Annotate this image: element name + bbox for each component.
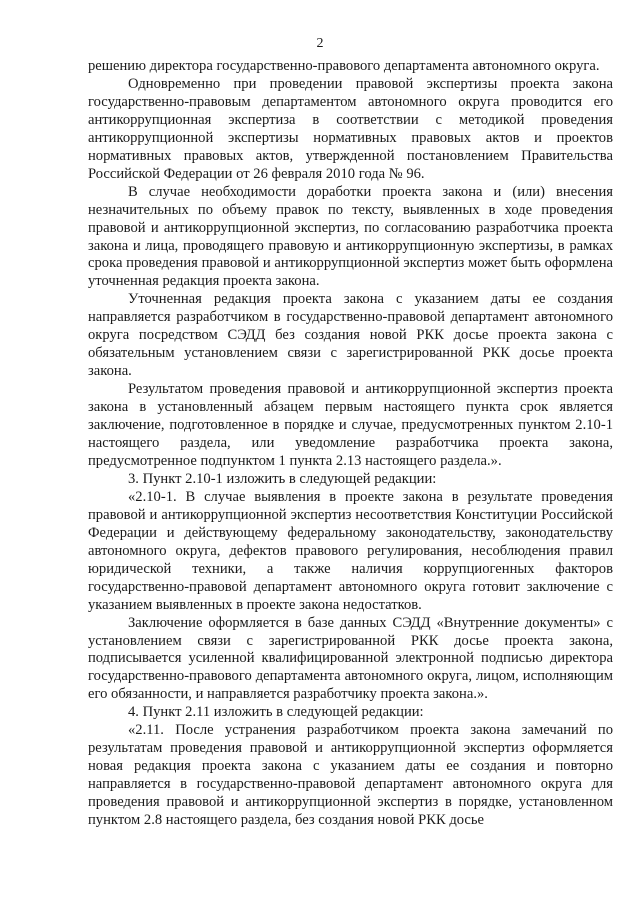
- paragraph-anticorruption-expertise: Одновременно при проведении правовой экспертизы проекта закона государственно-правовым департаментом автономного округа проводится его антикоррупционная экспертиза в соответствии с методикой проведения антикоррупционной экспертизы нормативных правовых актов и проектов нормативных правовых актов, утвержденной постановлением Правительства Российской Федерации от 26 февраля 2010 года № 96.: [88, 75, 613, 182]
- paragraph-revised-edition: Уточненная редакция проекта закона с указанием даты ее создания направляется разработчиком в государственно-правовой департамент автономного округа посредством СЭДД без создания новой РКК досье проекта закона с обязательным установлением связи с зарегистрированной РКК досье проекта закона.: [88, 291, 613, 380]
- paragraph-item-4-heading: 4. Пункт 2.11 изложить в следующей редакции:: [128, 704, 424, 721]
- paragraph-expertise-result: Результатом проведения правовой и антикоррупционной экспертиз проекта закона в установленный абзацем первым настоящего пункта срок является заключение, подготовленное в порядке и случае, предусмотренных пунктом 2.10-1 настоящего раздела, или уведомление разработчика проекта закона, предусмотренное подпунктом 1 пункта 2.13 настоящего раздела.».: [88, 381, 613, 469]
- paragraph-clause-2-10-1: «2.10-1. В случае выявления в проекте закона в результате проведения правовой и антикоррупционной экспертиз несоответствия Конституции Российской Федерации и действующему федеральному законодательству, законодательству автономного округа, дефектов правового регулирования, несоблюдения правил юридической техники, а также наличия коррупциогенных факторов государственно-правовой департамент автономного округа готовит заключение с указанием выявленных в проекте закона недостатков.: [88, 488, 613, 613]
- paragraph-revision-case: В случае необходимости доработки проекта закона и (или) внесения незначительных по объему правок по тексту, выявленных в ходе проведения правовой и антикоррупционной экспертиз, по согласованию разработчика проекта закона и лица, проводящего правовую и антикоррупционную экспертизы, в рамках срока проведения правовой и антикоррупционной экспертиз может быть оформлена уточненная редакция проекта закона.: [88, 183, 613, 290]
- document-body: [88, 58, 613, 830]
- paragraph-continuation: решению директора государственно-правового департамента автономного округа.: [88, 58, 600, 74]
- paragraph-clause-2-11: «2.11. После устранения разработчиком проекта закона замечаний по результатам проведения правовой и антикоррупционной экспертиз оформляется новая редакция проекта закона с указанием даты ее создания и повторно направляется в государственно-правовой департамент автономного округа для проведения правовой и антикоррупционной экспертиз в порядке, установленном пунктом 2.8 настоящего раздела, без создания новой РКК досье: [88, 722, 613, 829]
- paragraph-item-3-heading: 3. Пункт 2.10-1 изложить в следующей редакции:: [128, 470, 437, 487]
- page-number: 2: [316, 36, 324, 51]
- paragraph-conclusion-registration: Заключение оформляется в базе данных СЭДД «Внутренние документы» с установлением связи с зарегистрированной РКК досье проекта закона, подписывается усиленной квалифицированной электронной подписью директора государственно-правового департамента автономного округа, лицом, исполняющим его обязанности, и направляется разработчику проекта закона.».: [88, 614, 613, 703]
